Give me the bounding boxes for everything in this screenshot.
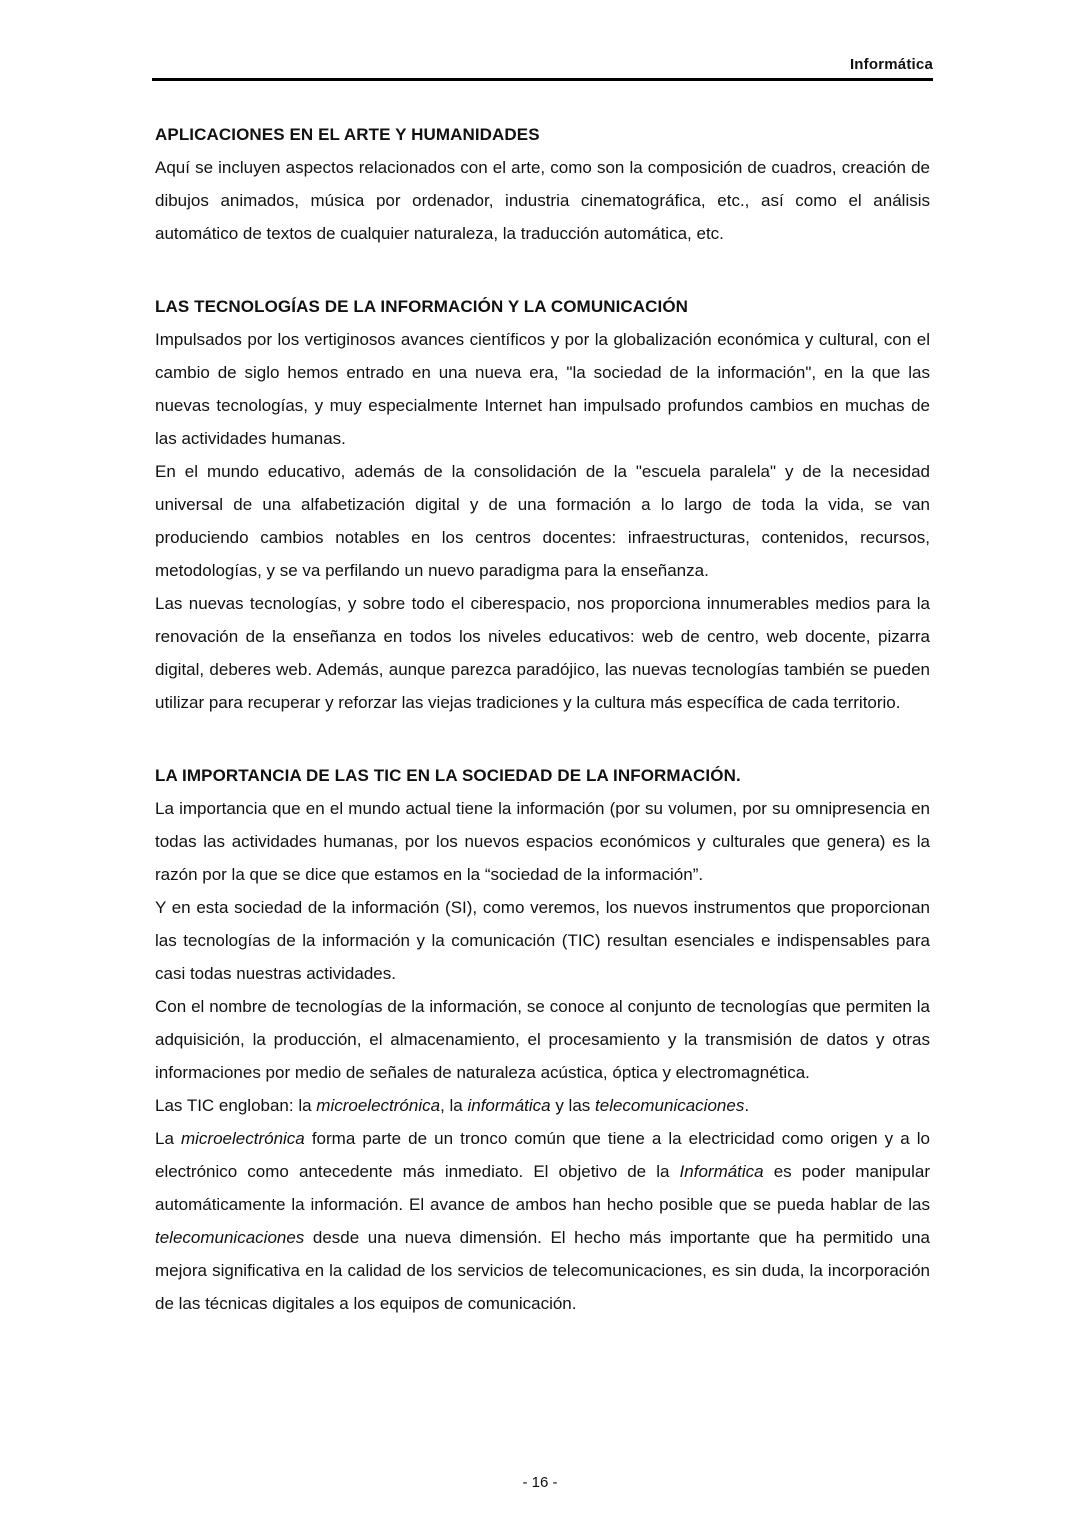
text-run: forma parte de un tronco común que tiene a la electricidad como origen y a lo electrónico como antecedente más inmediato. El objetivo de la xyxy=(155,1129,930,1181)
document-content xyxy=(155,118,930,1320)
document-section xyxy=(155,290,930,719)
text-run: La importancia que en el mundo actual tiene la información (por su volumen, por su omnipresencia en todas las actividades humanas, por los nuevos espacios económicos y culturales que genera) es la razón por la que se dice que estamos en la “sociedad de la información”. xyxy=(155,799,930,884)
paragraph xyxy=(155,792,930,891)
page-header xyxy=(152,56,933,81)
text-run: . xyxy=(744,1096,750,1115)
document-section xyxy=(155,118,930,250)
italic-text-run: telecomunicaciones xyxy=(155,1228,305,1247)
text-run: , la xyxy=(440,1096,468,1115)
section-heading: APLICACIONES EN EL ARTE Y HUMANIDADES xyxy=(155,125,540,144)
header-title: Informática xyxy=(849,56,933,73)
paragraph xyxy=(155,323,930,455)
header-rule xyxy=(152,78,933,81)
italic-text-run: microelectrónica xyxy=(180,1129,305,1148)
paragraph xyxy=(155,151,930,250)
italic-text-run: microelectrónica xyxy=(316,1096,441,1115)
text-run: Impulsados por los vertiginosos avances científicos y por la globalización económica y cultural, con el cambio de siglo hemos entrado en una nueva era, "la sociedad de la información", en la que las nuevas tecnologías, y muy especialmente Internet han impulsado profundos cambios en muchas de las actividades humanas. xyxy=(155,330,930,448)
text-run: En el mundo educativo, además de la consolidación de la "escuela paralela" y de la necesidad universal de una alfabetización digital y de una formación a lo largo de toda la vida, se van produciendo cambios notables en los centros docentes: infraestructuras, contenidos, recursos, metodologías, y se va perfilando un nuevo paradigma para la enseñanza. xyxy=(155,462,930,580)
page-footer xyxy=(0,1474,1080,1491)
italic-text-run: telecomunicaciones xyxy=(595,1096,745,1115)
text-run: Y en esta sociedad de la información (SI), como veremos, los nuevos instrumentos que proporcionan las tecnologías de la información y la comunicación (TIC) resultan esenciales e indispensables para casi todas nuestras actividades. xyxy=(155,898,930,983)
page-number: - 16 - xyxy=(522,1474,558,1491)
text-run: Con el nombre de tecnologías de la información, se conoce al conjunto de tecnologías que permiten la adquisición, la producción, el almacenamiento, el procesamiento y la transmisión de datos y otras informaciones por medio de señales de naturaleza acústica, óptica y electromagnética. xyxy=(155,997,930,1082)
text-run: y las xyxy=(550,1096,596,1115)
text-run: desde una nueva dimensión. El hecho más importante que ha permitido una mejora significativa en la calidad de los servicios de telecomunicaciones, es sin duda, la incorporación de las técnicas digitales a los equipos de comunicación. xyxy=(155,1228,930,1313)
document-section xyxy=(155,759,930,1320)
italic-text-run: Informática xyxy=(679,1162,764,1181)
text-run: Las nuevas tecnologías, y sobre todo el ciberespacio, nos proporciona innumerables medios para la renovación de la enseñanza en todos los niveles educativos: web de centro, web docente, pizarra digital, deberes web. Además, aunque parezca paradójico, las nuevas tecnologías también se pueden utilizar para recuperar y reforzar las viejas tradiciones y la cultura más específica de cada territorio. xyxy=(155,594,930,712)
paragraph xyxy=(155,1122,930,1320)
paragraph xyxy=(155,455,930,587)
text-run: La xyxy=(155,1129,181,1148)
paragraph xyxy=(155,990,930,1089)
paragraph xyxy=(155,1089,930,1122)
text-run: Aquí se incluyen aspectos relacionados con el arte, como son la composición de cuadros, creación de dibujos animados, música por ordenador, industria cinematográfica, etc., así como el análisis automático de textos de cualquier naturaleza, la traducción automática, etc. xyxy=(155,158,930,243)
paragraph xyxy=(155,891,930,990)
italic-text-run: informática xyxy=(467,1096,551,1115)
paragraph xyxy=(155,587,930,719)
text-run: Las TIC engloban: la xyxy=(155,1096,317,1115)
section-heading: LAS TECNOLOGÍAS DE LA INFORMACIÓN Y LA COMUNICACIÓN xyxy=(155,297,689,316)
text-run: es poder manipular automáticamente la información. El avance de ambos han hecho posible que se pueda hablar de las xyxy=(155,1162,930,1214)
section-heading: LA IMPORTANCIA DE LAS TIC EN LA SOCIEDAD DE LA INFORMACIÓN. xyxy=(155,766,741,785)
